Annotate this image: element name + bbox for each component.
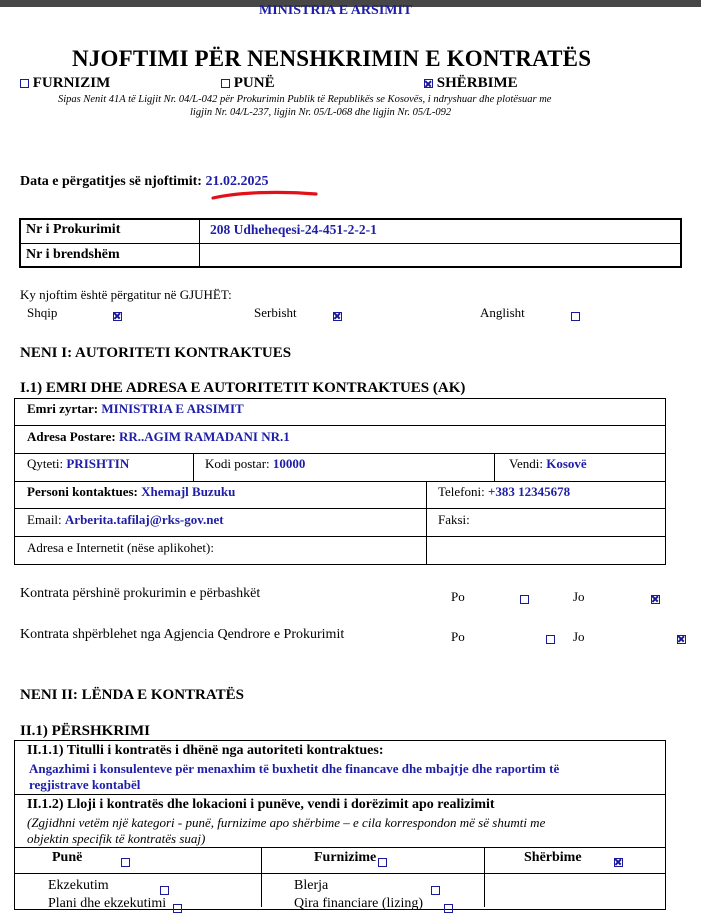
pune-opt2-checkbox-icon <box>173 904 182 913</box>
lang-shqip-label: Shqip <box>27 305 58 320</box>
q1-po-checkbox-icon <box>520 595 529 604</box>
website-label: Adresa e Internetit (nëse aplikohet): <box>27 540 214 555</box>
q2-jo-label: Jo <box>573 629 585 644</box>
phone-value: +383 12345678 <box>488 484 571 499</box>
legal-basis-line1: Sipas Nenit 41A të Ligjit Nr. 04/L-042 për Prokurimin Publik të Republikës se Kosovës, i ndryshuar dhe plotësuar me <box>58 94 552 105</box>
city-cell: Qyteti: PRISHTIN <box>27 456 130 471</box>
official-name-value: MINISTRIA E ARSIMIT <box>101 401 244 416</box>
lang-anglisht-label: Anglisht <box>480 305 525 320</box>
col-furnizime-checkbox-icon <box>378 858 387 867</box>
lang-shqip-checkbox-icon <box>113 312 122 321</box>
email-value: Arberita.tafilaj@rks-gov.net <box>64 512 224 527</box>
pune-opt2-label: Plani dhe ekzekutimi <box>48 896 167 911</box>
q1-jo-checkbox-icon <box>651 595 660 604</box>
furn-opt1-label: Blerja <box>294 878 329 893</box>
q1-jo-label: Jo <box>573 589 585 604</box>
col-pune-checkbox-icon <box>121 858 130 867</box>
contract-title-line2: regjistrave kontabël <box>29 777 141 792</box>
city-value: PRISHTIN <box>66 456 130 471</box>
prep-date-value: 21.02.2025 <box>205 174 269 189</box>
procurement-nr-label: Nr i Prokurimit <box>26 222 121 237</box>
type-furnizim: FURNIZIM <box>20 75 110 92</box>
postal-address-value: RR..AGIM RAMADANI NR.1 <box>118 429 290 444</box>
col-sherbime-label: Shërbime <box>524 850 582 865</box>
languages-intro: Ky njoftim është përgatitur në GJUHËT: <box>20 287 232 302</box>
joint-procurement-question: Kontrata përshinë prokurimin e përbashkët <box>20 586 261 601</box>
lang-serbisht-checkbox-icon <box>333 312 342 321</box>
section2-subheading: II.1) PËRSHKRIMI <box>20 723 151 739</box>
legal-basis-line2: ligjin Nr. 04/L-237, ligjin Nr. 05/L-068 dhe ligjin Nr. 05/L-092 <box>190 107 452 118</box>
q2-po-label: Po <box>451 629 465 644</box>
postal-code-cell: Kodi postar: 10000 <box>205 456 306 471</box>
phone-cell: Telefoni: +383 12345678 <box>438 484 571 499</box>
section2-heading: NENI II: LËNDA E KONTRATËS <box>20 687 244 703</box>
type-pune: PUNË <box>221 75 275 92</box>
q1-po-label: Po <box>451 589 465 604</box>
lang-anglisht-checkbox-icon <box>571 312 580 321</box>
document-title: NJOFTIMI PËR NENSHKRIMIN E KONTRATËS <box>72 46 592 71</box>
contact-person-cell: Personi kontaktues: Xhemajl Buzuku <box>27 484 236 499</box>
col-furnizime-label: Furnizime <box>314 850 377 865</box>
furn-opt2-checkbox-icon <box>444 904 453 913</box>
contract-type-label: II.1.2) Lloji i kontratës dhe lokacioni i punëve, vendi i dorëzimit apo realizimit <box>27 797 495 812</box>
official-name-row: Emri zyrtar: MINISTRIA E ARSIMIT <box>27 401 244 416</box>
section1-heading: NENI I: AUTORITETI KONTRAKTUES <box>20 345 292 361</box>
postal-address-row: Adresa Postare: RR..AGIM RAMADANI NR.1 <box>27 429 290 444</box>
country-cell: Vendi: Kosovë <box>509 456 587 471</box>
procurement-nr-value: 208 Udheheqesi-24-451-2-2-1 <box>210 222 377 237</box>
col-pune-label: Punë <box>52 850 83 865</box>
checkbox-empty-icon <box>221 79 230 88</box>
prep-date-label: Data e përgatitjes së njoftimit: <box>20 174 202 189</box>
type-sherbime: SHËRBIME <box>424 75 518 92</box>
col-sherbime-checkbox-icon <box>614 858 623 867</box>
central-agency-question: Kontrata shpërblehet nga Agjencia Qendrore e Prokurimit <box>20 627 345 642</box>
contract-title-line1: Angazhimi i konsulenteve për menaxhim të buxhetit dhe financave dhe mbajtje dhe raportim të <box>29 761 560 776</box>
furn-opt2-label: Qira financiare (lizing) <box>294 896 424 911</box>
furn-opt1-checkbox-icon <box>431 886 440 895</box>
q2-jo-checkbox-icon <box>677 635 686 644</box>
section1-subheading: I.1) EMRI DHE ADRESA E AUTORITETIT KONTRAKTUES (AK) <box>20 380 466 396</box>
ministry-header: MINISTRIA E ARSIMIT <box>259 3 413 18</box>
contract-type-note-line1: (Zgjidhni vetëm një kategori - punë, furnizime apo shërbime – e cila korrespondon më së shumti me <box>27 815 546 830</box>
pune-opt1-checkbox-icon <box>160 886 169 895</box>
red-underline-annotation <box>210 186 320 202</box>
checkbox-checked-icon <box>424 79 433 88</box>
checkbox-empty-icon <box>20 79 29 88</box>
contract-title-label: II.1.1) Titulli i kontratës i dhënë nga autoriteti kontraktues: <box>27 743 384 758</box>
email-cell: Email: Arberita.tafilaj@rks-gov.net <box>27 512 224 527</box>
postal-code-value: 10000 <box>272 456 306 471</box>
fax-label: Faksi: <box>438 512 470 527</box>
contract-type-note-line2: objektin specifik të kontratës suaj) <box>27 831 206 846</box>
contact-person-value: Xhemajl Buzuku <box>141 484 236 499</box>
lang-serbisht-label: Serbisht <box>254 305 297 320</box>
country-value: Kosovë <box>546 456 587 471</box>
internal-nr-label: Nr i brendshëm <box>26 247 120 262</box>
pune-opt1-label: Ekzekutim <box>48 878 109 893</box>
q2-po-checkbox-icon <box>546 635 555 644</box>
